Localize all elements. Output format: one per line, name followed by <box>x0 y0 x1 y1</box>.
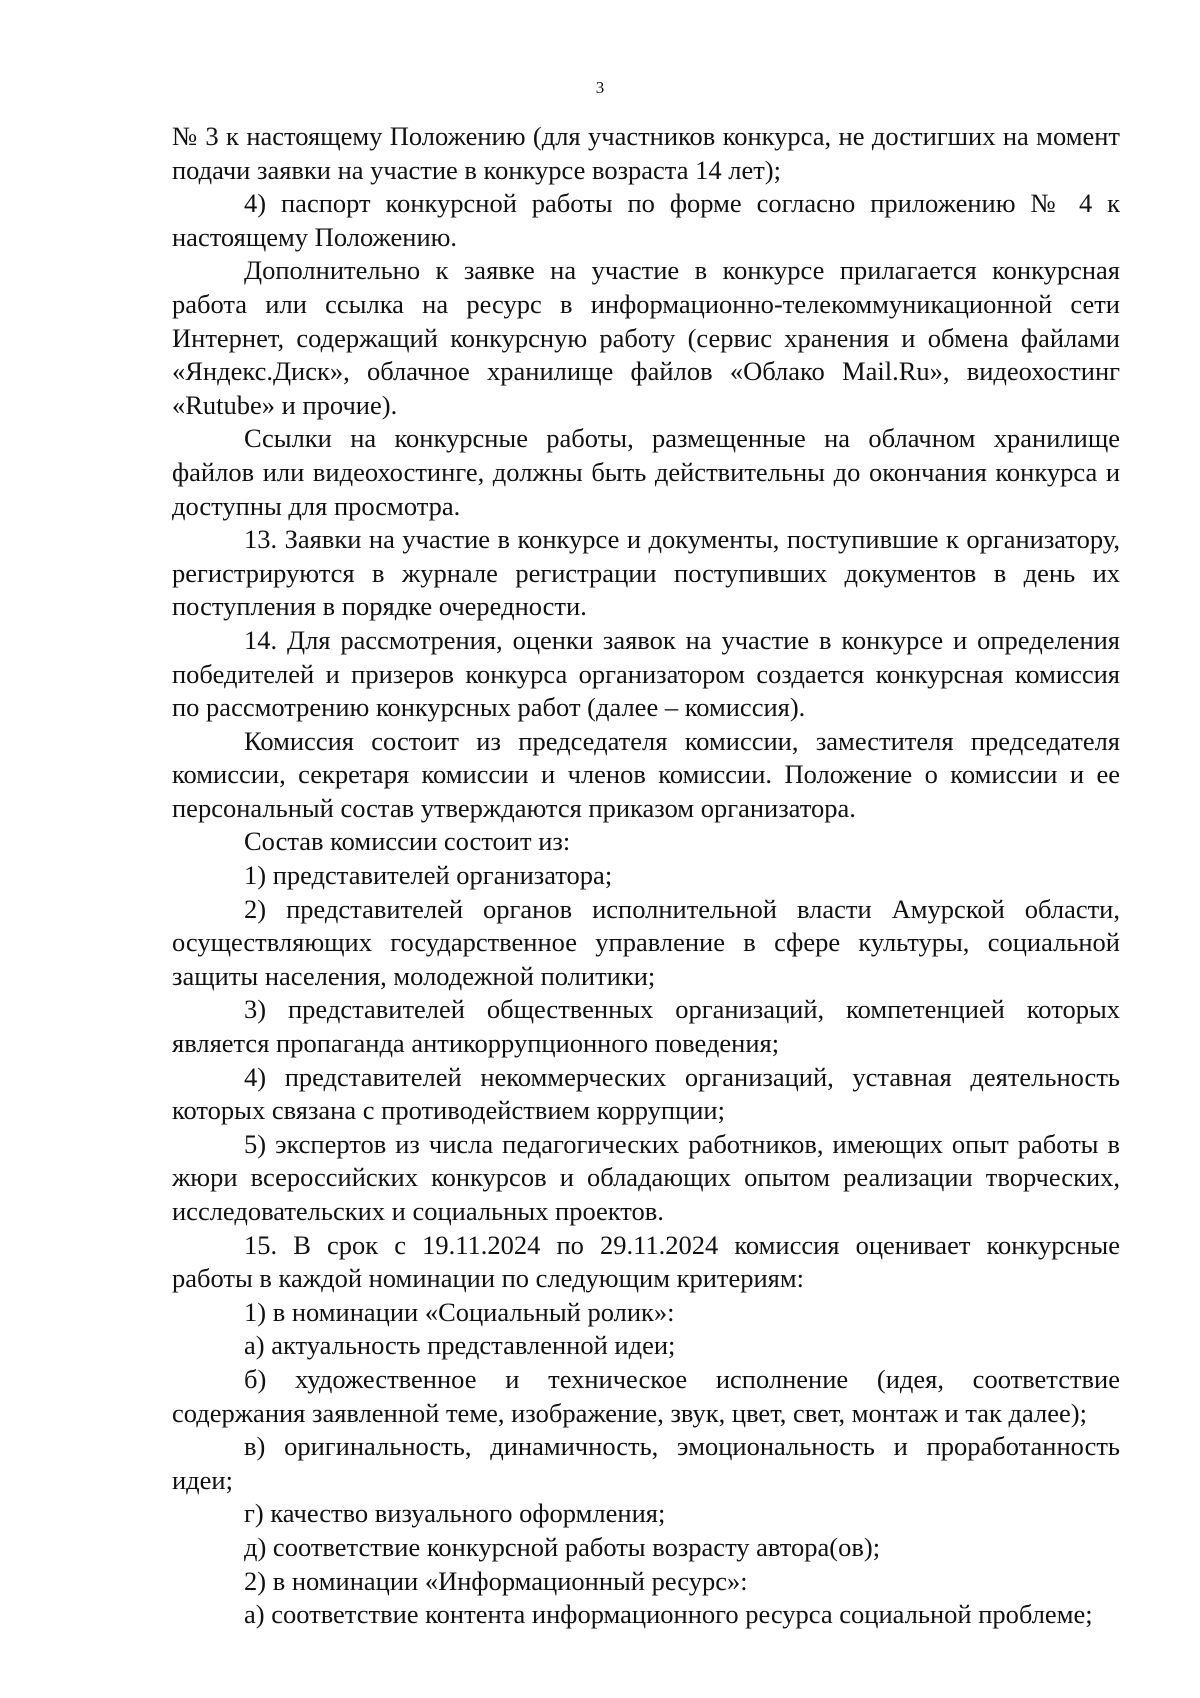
list-item: 4) представителей некоммерческих организаций, уставная деятельность которых связана с противодействием коррупции; <box>172 1061 1120 1126</box>
paragraph: Комиссия состоит из председателя комиссии, заместителя председателя комиссии, секретаря комиссии и членов комиссии. Положение о комиссии и ее персональный состав утверждаются приказом организатора. <box>172 725 1120 823</box>
list-item: 1) в номинации «Социальный ролик»: <box>244 1296 675 1327</box>
list-item: б) художественное и техническое исполнение (идея, соответствие содержания заявленной теме, изображение, звук, цвет, свет, монтаж и так далее); <box>172 1363 1120 1428</box>
list-item: д) соответствие конкурсной работы возрасту автора(ов); <box>244 1531 881 1562</box>
paragraph: 13. Заявки на участие в конкурсе и документы, поступившие к организатору, регистрируются в журнале регистрации поступивших документов в день их поступления в порядке очередности. <box>172 524 1120 622</box>
list-item: 2) представителей органов исполнительной власти Амурской области, осуществляющих государственное управление в сфере культуры, социальной защиты населения, молодежной политики; <box>172 893 1120 991</box>
page-number: 3 <box>595 78 605 97</box>
list-item: 1) представителей организатора; <box>244 860 613 891</box>
paragraph: 14. Для рассмотрения, оценки заявок на участие в конкурсе и определения победителей и призеров конкурса организатором создается конкурсная комиссия по рассмотрению конкурсных работ (далее – комиссия). <box>172 624 1120 723</box>
list-item: 3) представителей общественных организаций, компетенцией которых является пропаганда антикоррупционного поведения; <box>172 994 1120 1059</box>
list-item: 5) экспертов из числа педагогических работников, имеющих опыт работы в жюри всероссийских конкурсов и обладающих опытом реализации творческих, исследовательских и социальных проектов. <box>172 1128 1120 1226</box>
paragraph: № 3 к настоящему Положению (для участников конкурса, не достигших на момент подачи заявки на участие в конкурсе возраста 14 лет); <box>172 121 1120 185</box>
list-item: г) качество визуального оформления; <box>244 1498 666 1529</box>
document-body <box>172 120 1120 1632</box>
paragraph: Ссылки на конкурсные работы, размещенные на облачном хранилище файлов или видеохостинге, должны быть действительны до окончания конкурса и доступны для просмотра. <box>172 423 1120 521</box>
list-item: 2) в номинации «Информационный ресурс»: <box>244 1565 748 1596</box>
list-item: а) актуальность представленной идеи; <box>244 1330 676 1361</box>
list-item: а) соответствие контента информационного ресурса социальной проблеме; <box>244 1599 1093 1630</box>
list-item: в) оригинальность, динамичность, эмоциональность и проработанность идеи; <box>172 1431 1120 1495</box>
paragraph: Состав комиссии состоит из: <box>244 826 571 857</box>
paragraph: 4) паспорт конкурсной работы по форме согласно приложению № 4 к настоящему Положению. <box>172 188 1120 252</box>
paragraph: Дополнительно к заявке на участие в конкурсе прилагается конкурсная работа или ссылка на ресурс в информационно-телекоммуникационной сети Интернет, содержащий конкурсную работу (сервис хранения и обмена файлами «Яндекс.Диск», облачное хранилище файлов «Облако Mail.Ru», видеохостинг «Rutube» и прочие). <box>172 255 1120 420</box>
paragraph: 15. В срок с 19.11.2024 по 29.11.2024 комиссия оценивает конкурсные работы в каждой номинации по следующим критериям: <box>172 1229 1120 1294</box>
